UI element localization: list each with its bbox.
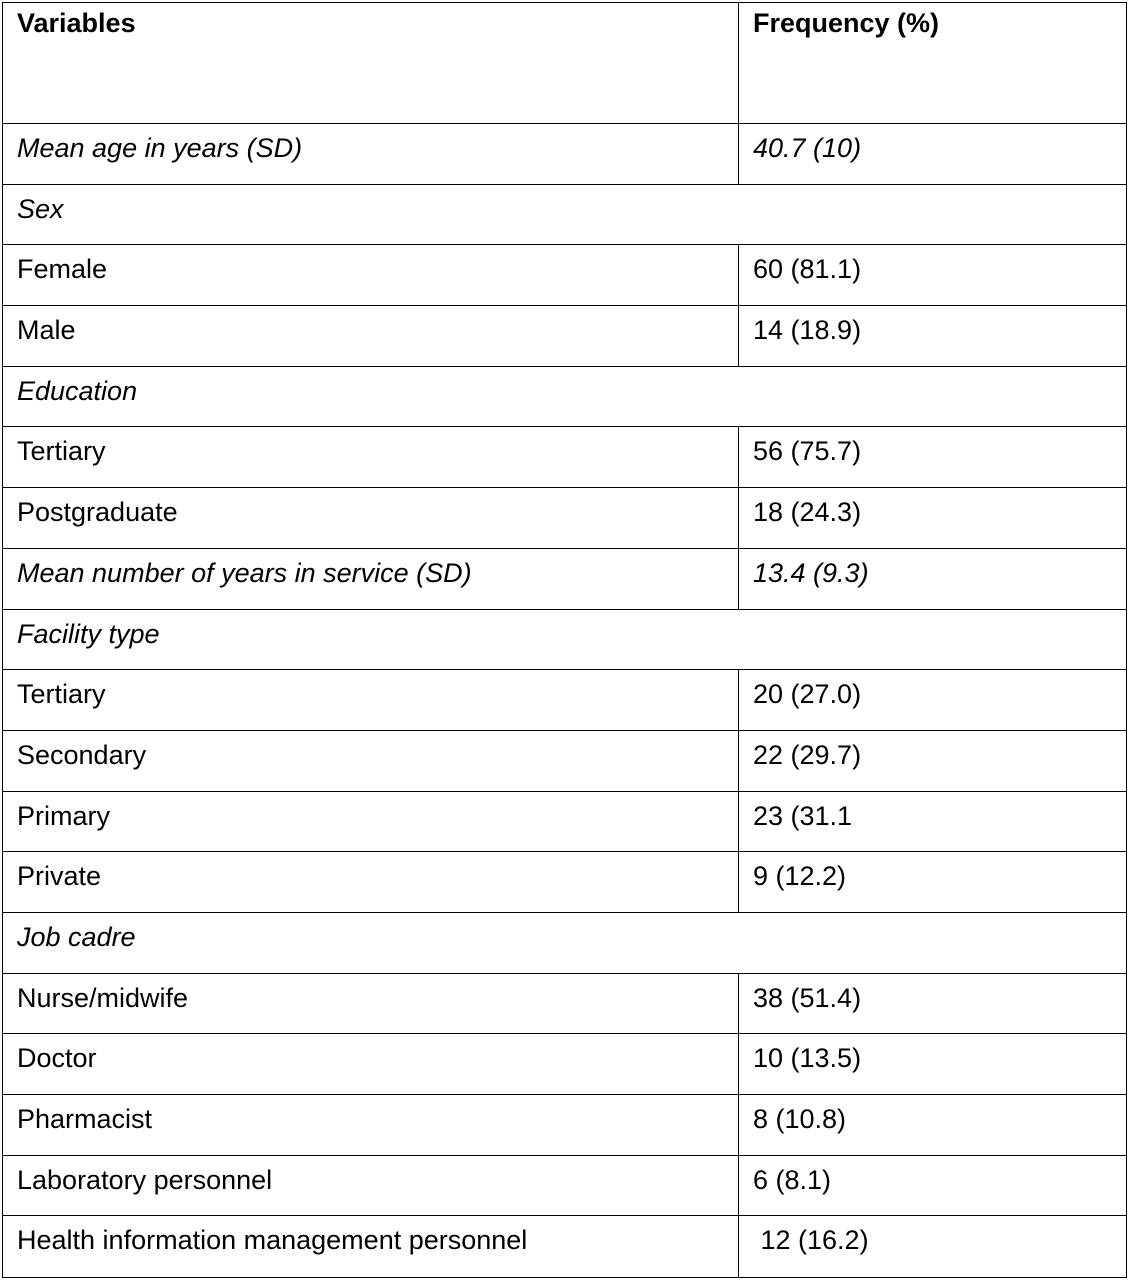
row-value: 6 (8.1) — [739, 1155, 1127, 1216]
row-value: 20 (27.0) — [739, 670, 1127, 731]
table-row — [3, 1034, 1127, 1095]
table-row — [3, 245, 1127, 306]
table-row — [3, 124, 1127, 185]
table-row — [3, 1155, 1127, 1216]
section-label: Job cadre — [3, 912, 1127, 973]
row-value: 18 (24.3) — [739, 488, 1127, 549]
row-value: 38 (51.4) — [739, 973, 1127, 1034]
section-row — [3, 366, 1127, 427]
row-label: Primary — [3, 791, 739, 852]
section-row — [3, 184, 1127, 245]
table-row — [3, 427, 1127, 488]
row-label: Private — [3, 852, 739, 913]
header-frequency: Frequency (%) — [739, 3, 1127, 124]
row-value: 9 (12.2) — [739, 852, 1127, 913]
table-row — [3, 306, 1127, 367]
row-value: 40.7 (10) — [739, 124, 1127, 185]
row-value: 14 (18.9) — [739, 306, 1127, 367]
row-value: 60 (81.1) — [739, 245, 1127, 306]
row-value: 22 (29.7) — [739, 730, 1127, 791]
row-value: 10 (13.5) — [739, 1034, 1127, 1095]
row-label: Secondary — [3, 730, 739, 791]
table-row — [3, 1216, 1127, 1278]
row-value: 23 (31.1 — [739, 791, 1127, 852]
section-row — [3, 609, 1127, 670]
section-label: Education — [3, 366, 1127, 427]
row-label: Tertiary — [3, 427, 739, 488]
row-value: 13.4 (9.3) — [739, 548, 1127, 609]
row-label: Postgraduate — [3, 488, 739, 549]
section-label: Sex — [3, 184, 1127, 245]
row-value: 56 (75.7) — [739, 427, 1127, 488]
row-value: 8 (10.8) — [739, 1095, 1127, 1156]
row-label: Health information management personnel — [3, 1216, 739, 1278]
row-label: Tertiary — [3, 670, 739, 731]
row-label: Mean age in years (SD) — [3, 124, 739, 185]
row-value: 12 (16.2) — [739, 1216, 1127, 1278]
table-row — [3, 670, 1127, 731]
table-header-row — [3, 3, 1127, 124]
table-row — [3, 548, 1127, 609]
row-label: Pharmacist — [3, 1095, 739, 1156]
table-row — [3, 973, 1127, 1034]
demographics-table — [2, 2, 1127, 1278]
row-label: Male — [3, 306, 739, 367]
row-label: Doctor — [3, 1034, 739, 1095]
table-row — [3, 730, 1127, 791]
section-label: Facility type — [3, 609, 1127, 670]
table-row — [3, 791, 1127, 852]
row-label: Nurse/midwife — [3, 973, 739, 1034]
row-label: Laboratory personnel — [3, 1155, 739, 1216]
row-label: Female — [3, 245, 739, 306]
table-row — [3, 852, 1127, 913]
header-variables: Variables — [3, 3, 739, 124]
section-row — [3, 912, 1127, 973]
table-row — [3, 1095, 1127, 1156]
row-label: Mean number of years in service (SD) — [3, 548, 739, 609]
table-row — [3, 488, 1127, 549]
